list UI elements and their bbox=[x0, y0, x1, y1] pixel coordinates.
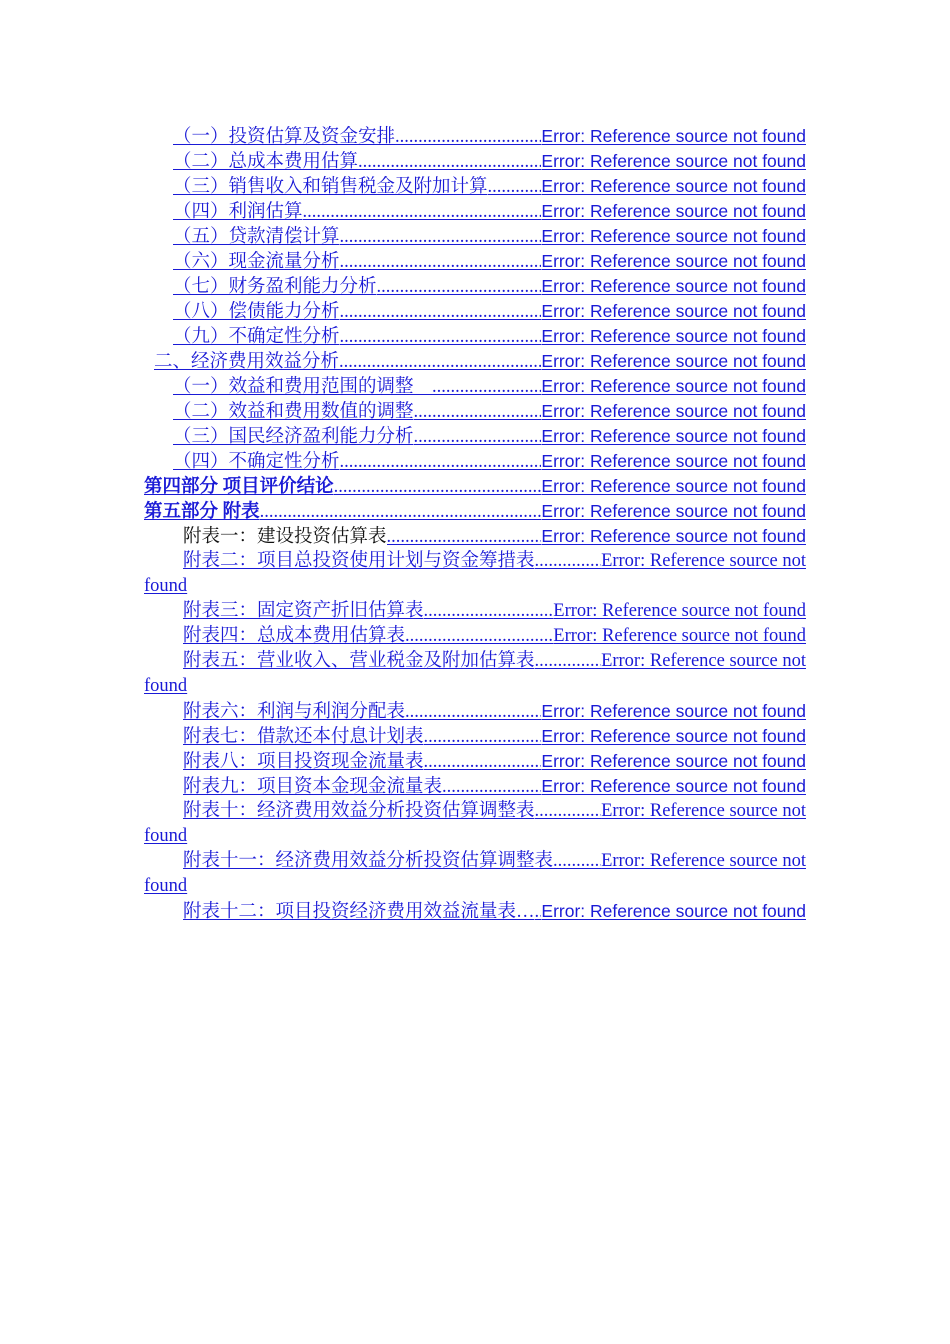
toc-entry-title[interactable]: （一）效益和费用范围的调整 bbox=[173, 377, 433, 397]
toc-leader-dots bbox=[553, 849, 601, 874]
toc-entry-title[interactable]: （四）利润估算 bbox=[173, 202, 303, 222]
toc-entry[interactable] bbox=[144, 374, 806, 399]
toc-leader-dots bbox=[414, 400, 542, 425]
toc-entry-title[interactable]: （八）偿债能力分析 bbox=[173, 302, 340, 322]
toc-entry[interactable] bbox=[144, 699, 806, 724]
toc-entry[interactable] bbox=[144, 274, 806, 299]
toc-page-reference[interactable]: Error: Reference source not found bbox=[541, 751, 806, 771]
toc-page-reference[interactable]: Error: Reference source not found bbox=[541, 151, 806, 171]
toc-entry-title[interactable]: 附表十一：经济费用效益分析投资估算调整表 bbox=[183, 851, 554, 871]
toc-page-reference[interactable]: Error: Reference source not found bbox=[541, 901, 806, 921]
toc-entry-title[interactable]: （五）贷款清偿计算 bbox=[173, 227, 340, 247]
toc-entry-title[interactable]: 附表十二：项目投资经济费用效益流量表… bbox=[183, 902, 535, 922]
toc-entry[interactable] bbox=[144, 524, 806, 549]
toc-entry[interactable] bbox=[144, 649, 806, 699]
toc-entry-title[interactable]: （七）财务盈利能力分析 bbox=[173, 277, 377, 297]
toc-entry-title[interactable]: 第四部分 项目评价结论 bbox=[144, 477, 334, 497]
toc-page-reference[interactable]: Error: Reference source not bbox=[601, 551, 806, 571]
toc-page-reference[interactable]: Error: Reference source not found bbox=[541, 476, 806, 496]
toc-entry[interactable] bbox=[144, 249, 806, 274]
toc-leader-dots bbox=[377, 275, 542, 300]
toc-entry[interactable] bbox=[144, 424, 806, 449]
toc-page-reference[interactable]: Error: Reference source not found bbox=[541, 501, 806, 521]
toc-leader-dots bbox=[387, 525, 542, 550]
toc-leader-dots bbox=[535, 549, 602, 574]
toc-page-reference[interactable]: Error: Reference source not found bbox=[553, 626, 806, 646]
toc-entry-title[interactable]: （三）国民经济盈利能力分析 bbox=[173, 427, 414, 447]
toc-entry-title[interactable]: （九）不确定性分析 bbox=[173, 327, 340, 347]
toc-leader-dots bbox=[488, 175, 542, 200]
toc-page-reference[interactable]: Error: Reference source not bbox=[601, 851, 806, 871]
toc-entry[interactable] bbox=[144, 149, 806, 174]
toc-entry[interactable] bbox=[144, 449, 806, 474]
toc-page-reference[interactable]: Error: Reference source not found bbox=[541, 726, 806, 746]
toc-entry-title[interactable]: 附表八：项目投资现金流量表 bbox=[183, 752, 424, 772]
toc-leader-dots bbox=[340, 300, 542, 325]
toc-leader-dots bbox=[303, 200, 542, 225]
toc-entry[interactable] bbox=[144, 199, 806, 224]
toc-entry-title[interactable]: （二）效益和费用数值的调整 bbox=[173, 402, 414, 422]
toc-entry[interactable] bbox=[144, 474, 806, 499]
toc-reference-continuation[interactable]: found bbox=[144, 576, 188, 596]
toc-reference-continuation[interactable]: found bbox=[144, 876, 188, 896]
toc-entry-title[interactable]: 第五部分 附表 bbox=[144, 502, 260, 522]
table-of-contents bbox=[144, 124, 806, 924]
toc-page-reference[interactable]: Error: Reference source not found bbox=[541, 351, 806, 371]
toc-leader-dots bbox=[260, 500, 542, 525]
toc-page-reference[interactable]: Error: Reference source not found bbox=[541, 326, 806, 346]
toc-entry[interactable] bbox=[144, 224, 806, 249]
toc-entry-title[interactable]: 附表四：总成本费用估算表 bbox=[183, 626, 406, 646]
toc-leader-dots bbox=[340, 225, 542, 250]
toc-entry-title[interactable]: 附表五：营业收入、营业税金及附加估算表 bbox=[183, 651, 535, 671]
toc-reference-continuation[interactable]: found bbox=[144, 676, 188, 696]
toc-entry[interactable] bbox=[144, 174, 806, 199]
toc-leader-dots bbox=[414, 425, 542, 450]
toc-leader-dots bbox=[358, 150, 541, 175]
toc-page-reference[interactable]: Error: Reference source not found bbox=[541, 526, 806, 546]
toc-page-reference[interactable]: Error: Reference source not found bbox=[541, 176, 806, 196]
toc-page-reference[interactable]: Error: Reference source not found bbox=[541, 701, 806, 721]
toc-page-reference[interactable]: Error: Reference source not found bbox=[541, 301, 806, 321]
toc-entry[interactable] bbox=[144, 899, 806, 924]
toc-entry-title: 附表一：建设投资估算表 bbox=[183, 527, 387, 547]
toc-entry-title[interactable]: （四）不确定性分析 bbox=[173, 452, 340, 472]
toc-leader-dots bbox=[535, 649, 602, 674]
toc-entry[interactable] bbox=[144, 399, 806, 424]
toc-entry[interactable] bbox=[144, 774, 806, 799]
toc-leader-dots bbox=[405, 700, 541, 725]
toc-leader-dots bbox=[334, 475, 542, 500]
toc-leader-dots bbox=[395, 125, 541, 150]
toc-entry-title[interactable]: 附表六：利润与利润分配表 bbox=[183, 702, 406, 722]
toc-page-reference[interactable]: Error: Reference source not found bbox=[553, 601, 806, 621]
toc-entry[interactable] bbox=[144, 624, 806, 649]
toc-leader-dots bbox=[424, 750, 542, 775]
toc-entry-title[interactable]: （六）现金流量分析 bbox=[173, 252, 340, 272]
toc-page-reference[interactable]: Error: Reference source not found bbox=[541, 401, 806, 421]
toc-leader-dots bbox=[535, 799, 602, 824]
toc-leader-dots bbox=[340, 450, 542, 475]
toc-leader-dots bbox=[424, 599, 554, 624]
toc-entry-title[interactable]: （二）总成本费用估算 bbox=[173, 152, 359, 172]
toc-page-reference[interactable]: Error: Reference source not found bbox=[541, 201, 806, 221]
toc-entry-title[interactable]: 附表二：项目总投资使用计划与资金筹措表 bbox=[183, 551, 535, 571]
toc-page-reference[interactable]: Error: Reference source not found bbox=[541, 776, 806, 796]
toc-page-reference[interactable]: Error: Reference source not found bbox=[541, 426, 806, 446]
toc-entry[interactable] bbox=[144, 749, 806, 774]
toc-entry[interactable] bbox=[144, 799, 806, 849]
toc-entry[interactable] bbox=[144, 549, 806, 599]
toc-entry[interactable] bbox=[144, 849, 806, 899]
toc-page-reference[interactable]: Error: Reference source not bbox=[601, 651, 806, 671]
toc-entry-title[interactable]: 附表十：经济费用效益分析投资估算调整表 bbox=[183, 801, 535, 821]
toc-entry[interactable] bbox=[144, 324, 806, 349]
toc-entry-title[interactable]: 附表七：借款还本付息计划表 bbox=[183, 727, 424, 747]
toc-leader-dots bbox=[340, 325, 542, 350]
toc-leader-dots bbox=[424, 725, 542, 750]
toc-page-reference[interactable]: Error: Reference source not found bbox=[541, 376, 806, 396]
toc-entry-title[interactable]: 附表九：项目资本金现金流量表 bbox=[183, 777, 443, 797]
toc-page-reference[interactable]: Error: Reference source not found bbox=[541, 126, 806, 146]
toc-entry[interactable] bbox=[144, 724, 806, 749]
toc-entry-title[interactable]: （一）投资估算及资金安排 bbox=[173, 127, 396, 147]
toc-leader-dots bbox=[535, 900, 542, 925]
toc-leader-dots bbox=[432, 375, 541, 400]
toc-entry[interactable] bbox=[144, 499, 806, 524]
toc-leader-dots bbox=[442, 775, 541, 800]
toc-page-reference[interactable]: Error: Reference source not found bbox=[541, 226, 806, 246]
toc-leader-dots bbox=[405, 624, 553, 649]
toc-leader-dots bbox=[339, 350, 541, 375]
toc-entry-title[interactable]: 二、经济费用效益分析 bbox=[154, 352, 340, 372]
toc-page-reference[interactable]: Error: Reference source not found bbox=[541, 451, 806, 471]
toc-page-reference[interactable]: Error: Reference source not bbox=[601, 801, 806, 821]
toc-page-reference[interactable]: Error: Reference source not found bbox=[541, 276, 806, 296]
toc-entry[interactable] bbox=[144, 299, 806, 324]
toc-entry[interactable] bbox=[144, 349, 806, 374]
toc-entry-title[interactable]: （三）销售收入和销售税金及附加计算 bbox=[173, 177, 488, 197]
toc-page-reference[interactable]: Error: Reference source not found bbox=[541, 251, 806, 271]
toc-leader-dots bbox=[340, 250, 542, 275]
toc-reference-continuation[interactable]: found bbox=[144, 826, 188, 846]
toc-entry[interactable] bbox=[144, 124, 806, 149]
toc-entry-title[interactable]: 附表三：固定资产折旧估算表 bbox=[183, 601, 424, 621]
toc-entry[interactable] bbox=[144, 599, 806, 624]
